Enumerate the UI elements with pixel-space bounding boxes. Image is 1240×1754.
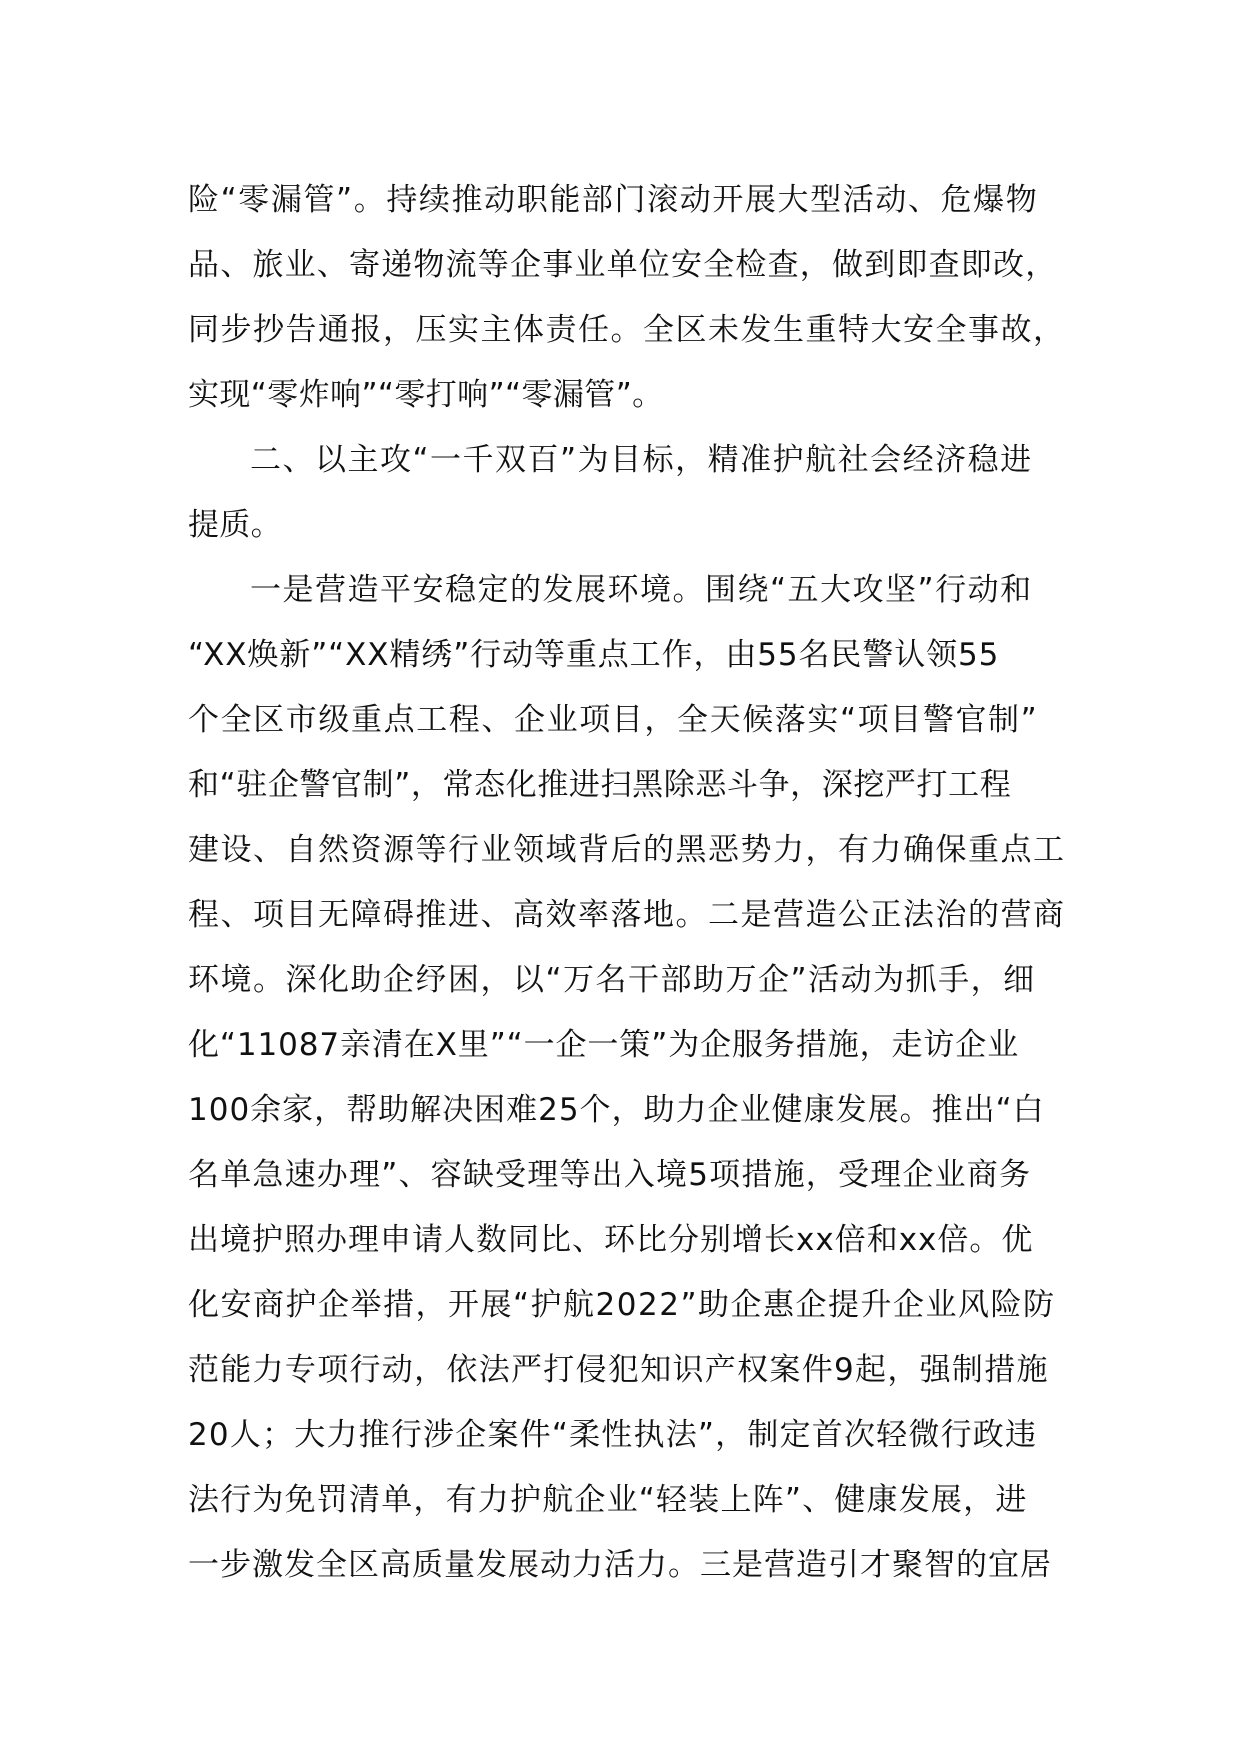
- text-line: 险“零漏管”。持续推动职能部门滚动开展大型活动、危爆物: [188, 182, 1039, 218]
- text-line: 实现“零炸响”“零打响”“零漏管”。: [188, 377, 664, 413]
- text-line: 出境护照办理申请人数同比、环比分别增长xx倍和xx倍。优: [188, 1222, 1034, 1258]
- section-heading-line: 提质。: [188, 507, 282, 543]
- text-line: 化“11087亲清在X里”“一企一策”为企服务措施，走访企业: [188, 1027, 1020, 1063]
- text-line: 环境。深化助企纾困，以“万名干部助万企”活动为抓手，细: [188, 962, 1036, 998]
- text-line: 建设、自然资源等行业领域背后的黑恶势力，有力确保重点工: [188, 832, 1066, 868]
- text-line: 法行为免罚清单，有力护航企业“轻装上阵”、健康发展，进: [188, 1482, 1028, 1518]
- text-line: 一是营造平安稳定的发展环境。围绕“五大攻坚”行动和: [250, 572, 1033, 608]
- text-line: 同步抄告通报，压实主体责任。全区未发生重特大安全事故，: [188, 312, 1066, 348]
- text-line: 程、项目无障碍推进、高效率落地。二是营造公正法治的营商: [188, 897, 1066, 933]
- section-heading-line: 二、以主攻“一千双百”为目标，精准护航社会经济稳进: [250, 442, 1033, 478]
- text-line: 个全区市级重点工程、企业项目，全天候落实“项目警官制”: [188, 702, 1039, 738]
- document-body: [188, 168, 1066, 1598]
- text-line: 20人；大力推行涉企案件“柔性执法”，制定首次轻微行政违: [188, 1417, 1038, 1453]
- text-line: 100余家，帮助解决困难25个，助力企业健康发展。推出“白: [188, 1092, 1045, 1128]
- text-line: 化安商护企举措，开展“护航2022”助企惠企提升企业风险防: [188, 1287, 1056, 1323]
- text-line: 品、旅业、寄递物流等企事业单位安全检查，做到即查即改，: [188, 247, 1058, 283]
- text-line: 名单急速办理”、容缺受理等出入境5项措施，受理企业商务: [188, 1157, 1032, 1193]
- text-line: 和“驻企警官制”，常态化推进扫黑除恶斗争，深挖严打工程: [188, 767, 1012, 803]
- text-line: “XX焕新”“XX精绣”行动等重点工作，由55名民警认领55: [188, 637, 1000, 673]
- text-line: 一步激发全区高质量发展动力活力。三是营造引才聚智的宜居: [188, 1547, 1052, 1583]
- text-line: 范能力专项行动，依法严打侵犯知识产权案件9起，强制措施: [188, 1352, 1049, 1388]
